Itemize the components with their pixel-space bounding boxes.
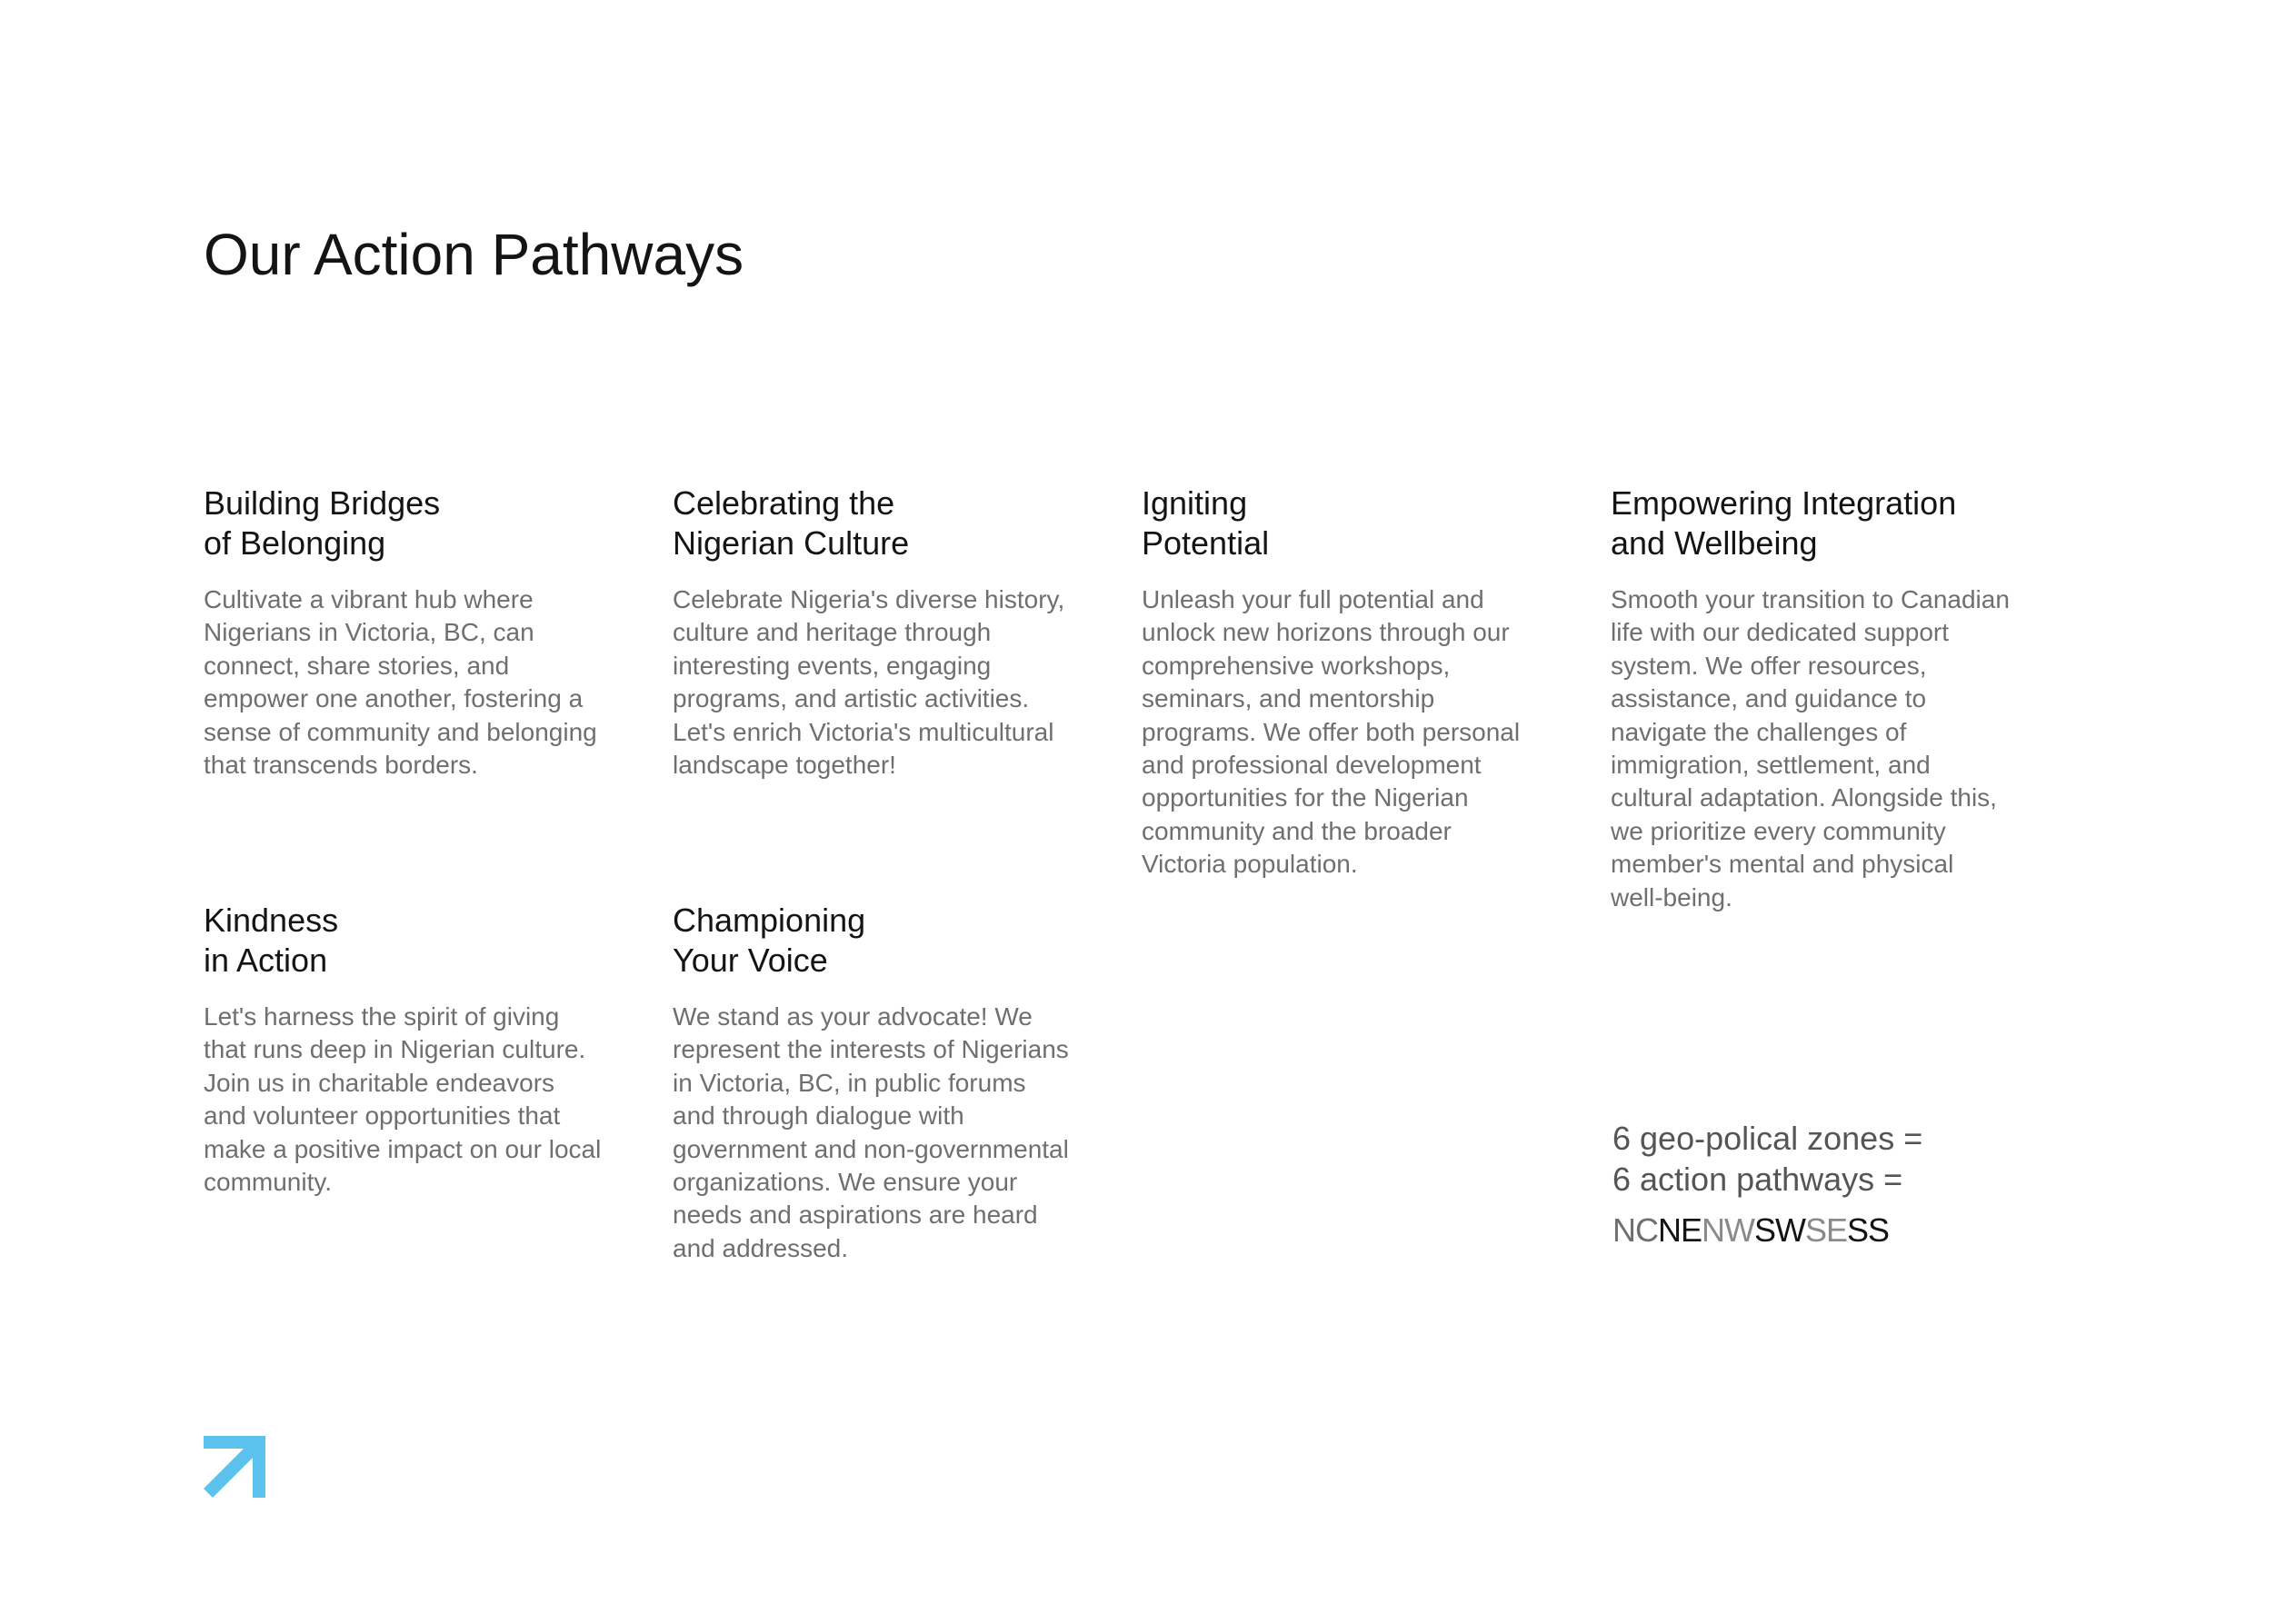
pathway-title: Celebrating the Nigerian Culture (673, 484, 910, 562)
arrow-up-right-shape (204, 1436, 265, 1498)
pathway-description: Let's harness the spirit of giving that runs deep in Nigerian culture. Join us in charitable endeavors and volunteer opportunities that make a positive impact on our local community. (204, 1002, 602, 1197)
pathway-card-building-bridges (204, 483, 604, 782)
zone-code: NW (1702, 1211, 1754, 1249)
zones-line-1: 6 geo-polical zones = (1612, 1120, 1923, 1157)
pathway-card-empowering-integration (1611, 483, 2011, 914)
pathway-card-championing-voice (673, 901, 1073, 1265)
zone-code: NC (1612, 1211, 1658, 1249)
page-title: Our Action Pathways (204, 222, 744, 287)
pathway-title: Championing Your Voice (673, 902, 866, 979)
pathway-card-kindness-in-action (204, 901, 604, 1199)
pathway-title: Igniting Potential (1142, 484, 1270, 562)
pathway-title: Building Bridges of Belonging (204, 484, 441, 562)
zone-code: SW (1754, 1211, 1805, 1249)
arrow-up-right-icon (204, 1436, 265, 1498)
pathway-description: Unleash your full potential and unlock new horizons through our comprehensive workshops, seminars, and mentorship programs. We offer both personal and professional development opportunities for the Nigerian community and the broader Victoria population. (1142, 585, 1521, 879)
zone-code: NE (1658, 1211, 1702, 1249)
pathway-title: Empowering Integration and Wellbeing (1611, 484, 1957, 562)
zone-codes (1612, 1211, 1994, 1250)
pathway-card-igniting-potential (1142, 483, 1542, 882)
pathway-description: Cultivate a vibrant hub where Nigerians in Victoria, BC, can connect, share stories, and empower one another, fostering a sense of community and belonging that transcends borders. (204, 585, 597, 780)
zone-code: SE (1805, 1211, 1848, 1249)
geo-zones-summary (1612, 1118, 1994, 1250)
zones-line-2: 6 action pathways = (1612, 1161, 1903, 1198)
zone-code: SS (1847, 1211, 1890, 1249)
pathway-description: We stand as your advocate! We represent the interests of Nigerians in Victoria, BC, in public forums and through dialogue with government and non-governmental organizations. We ensure your needs and aspirations are heard and addressed. (673, 1002, 1069, 1262)
pathway-title: Kindness in Action (204, 902, 339, 979)
pathway-description: Celebrate Nigeria's diverse history, culture and heritage through interesting events, engaging programs, and artistic activities. Let's enrich Victoria's multicultural landscape together! (673, 585, 1065, 780)
pathway-description: Smooth your transition to Canadian life with our dedicated support system. We offer resources, assistance, and guidance to navigate the challenges of immigration, settlement, and cultural adaptation. Alongside this, we prioritize every community member's mental and physical well-being. (1611, 585, 2010, 912)
pathway-card-celebrating-culture (673, 483, 1073, 782)
